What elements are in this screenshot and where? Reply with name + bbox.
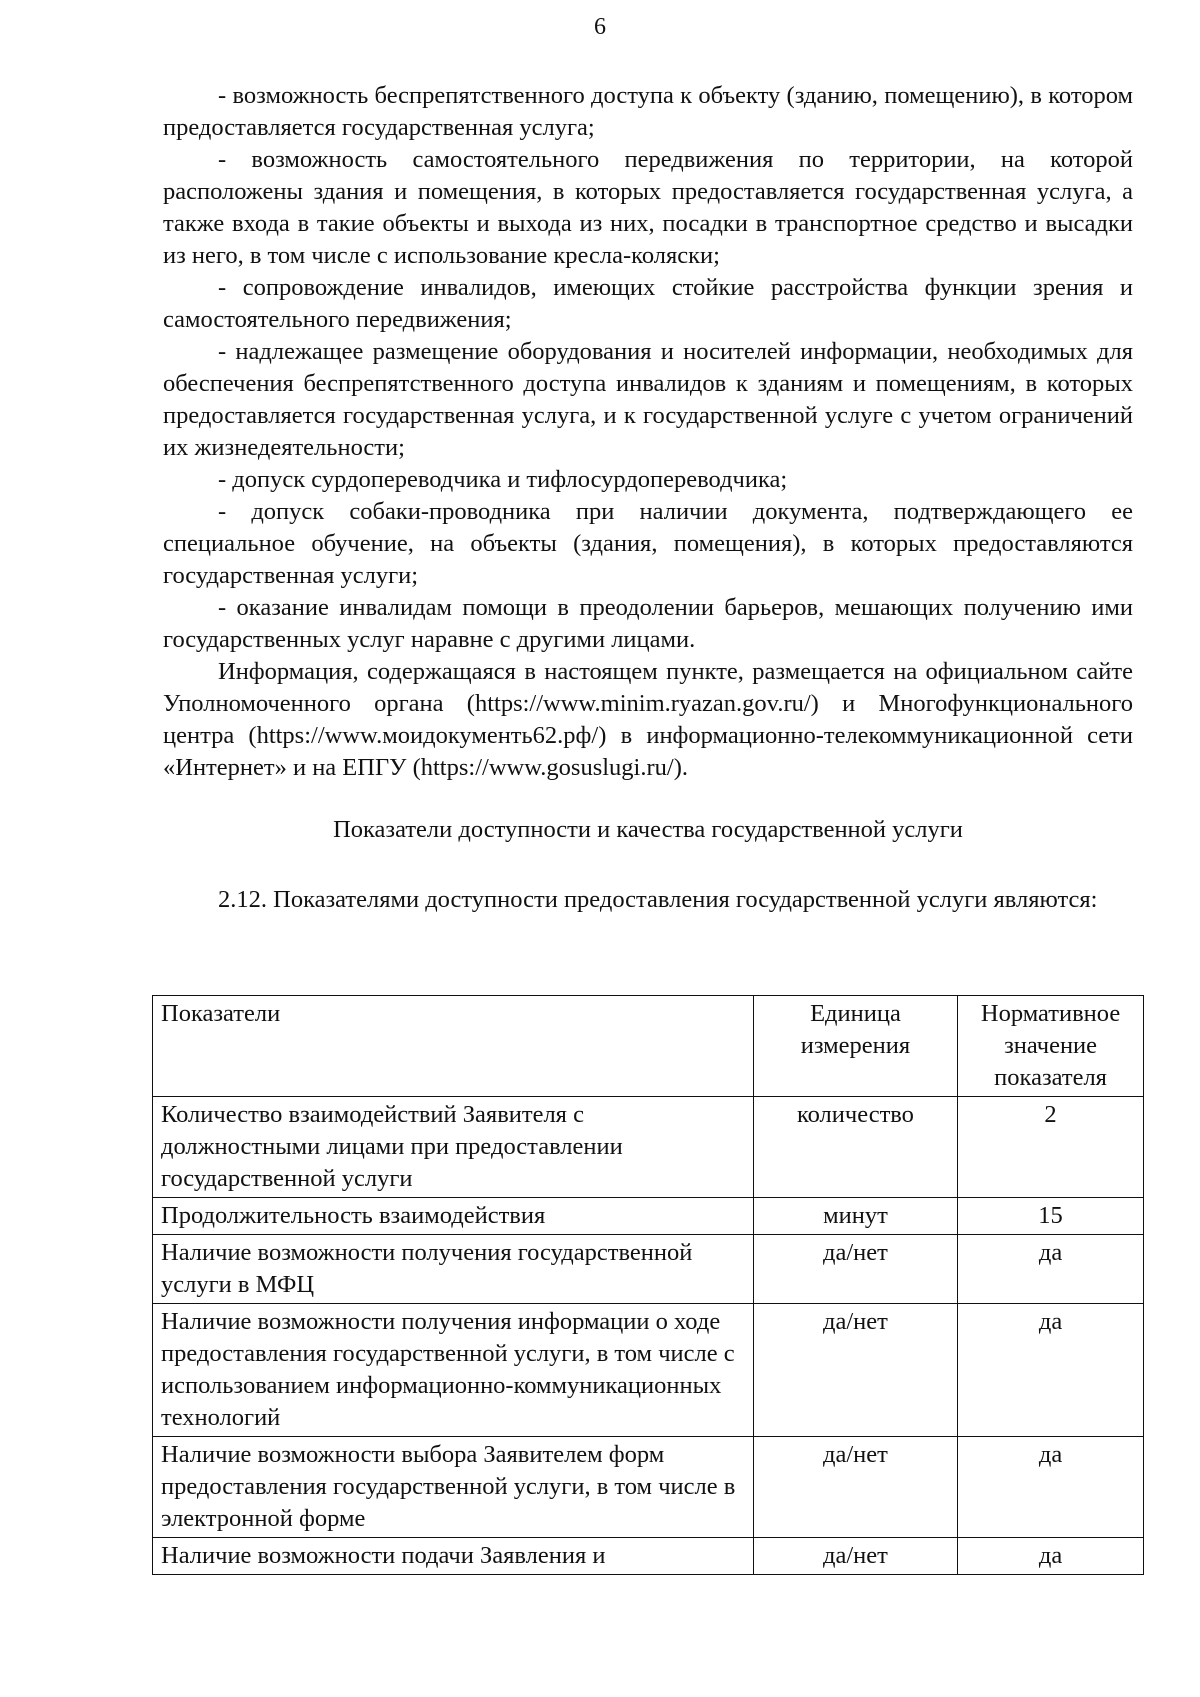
document-body — [163, 80, 1133, 916]
unit-cell: количество — [753, 1097, 957, 1198]
table-row — [153, 1538, 1144, 1575]
info-paragraph: Информация, содержащаяся в настоящем пункте, размещается на официальном сайте Уполномоченного органа (https://www.minim.ryazan.gov.ru/) и Многофункционального центра (https://www.моидокументь62.рф/) в информационно-телекоммуникационной сети «Интернет» и на ЕПГУ (https://www.gosuslugi.ru/). — [163, 658, 1133, 781]
paragraph: - допуск собаки-проводника при наличии документа, подтверждающего ее специальное обучение, на объекты (здания, помещения), в которых предоставляются государственная услуги; — [163, 498, 1133, 589]
unit-cell: да/нет — [753, 1235, 957, 1304]
section-title: Показатели доступности и качества государственной услуги — [333, 816, 963, 843]
unit-cell: минут — [753, 1198, 957, 1235]
indicator-cell: Продолжительность взаимодействия — [153, 1198, 754, 1235]
paragraph: - возможность самостоятельного передвижения по территории, на которой расположены здания и помещения, в которых предоставляется государственная услуга, а также входа в такие объекты и выхода из них, посадки в транспортное средство и высадки из него, в том числе с использование кресла-коляски; — [163, 146, 1133, 269]
table-row — [153, 1198, 1144, 1235]
value-cell: 15 — [958, 1198, 1144, 1235]
paragraph: - допуск сурдопереводчика и тифлосурдопереводчика; — [218, 466, 788, 493]
paragraph: - возможность беспрепятственного доступа к объекту (зданию, помещению), в котором предоставляется государственная услуга; — [163, 82, 1133, 141]
table-row — [153, 1437, 1144, 1538]
unit-cell: да/нет — [753, 1304, 957, 1437]
table-header-row — [153, 996, 1144, 1097]
paragraph: - надлежащее размещение оборудования и носителей информации, необходимых для обеспечения беспрепятственного доступа инвалидов к зданиям и помещениям, в которых предоставляется государственная услуга, и к государственной услуге с учетом ограничений их жизнедеятельности; — [163, 338, 1133, 461]
indicator-cell: Наличие возможности подачи Заявления и — [153, 1538, 754, 1575]
value-cell: да — [958, 1437, 1144, 1538]
value-cell: да — [958, 1304, 1144, 1437]
indicators-table-wrap — [152, 995, 1144, 1575]
header-indicators: Показатели — [153, 996, 754, 1097]
header-norm-value: Нормативное значение показателя — [958, 996, 1144, 1097]
value-cell: да — [958, 1538, 1144, 1575]
value-cell: да — [958, 1235, 1144, 1304]
indicator-cell: Наличие возможности получения информации о ходе предоставления государственной услуги, в том числе с использованием информационно-коммуникационных технологий — [153, 1304, 754, 1437]
paragraph: - сопровождение инвалидов, имеющих стойкие расстройства функции зрения и самостоятельного передвижения; — [163, 274, 1133, 333]
table-row — [153, 1304, 1144, 1437]
unit-cell: да/нет — [753, 1437, 957, 1538]
indicator-cell: Количество взаимодействий Заявителя с должностными лицами при предоставлении государственной услуги — [153, 1097, 754, 1198]
paragraph: - оказание инвалидам помощи в преодолении барьеров, мешающих получению ими государственных услуг наравне с другими лицами. — [163, 594, 1133, 653]
intro-paragraph: 2.12. Показателями доступности предоставления государственной услуги являются: — [218, 886, 1098, 913]
value-cell: 2 — [958, 1097, 1144, 1198]
indicators-table — [152, 995, 1144, 1575]
table-row — [153, 1235, 1144, 1304]
indicator-cell: Наличие возможности получения государственной услуги в МФЦ — [153, 1235, 754, 1304]
header-unit: Единица измерения — [753, 996, 957, 1097]
indicator-cell: Наличие возможности выбора Заявителем форм предоставления государственной услуги, в том числе в электронной форме — [153, 1437, 754, 1538]
table-row — [153, 1097, 1144, 1198]
unit-cell: да/нет — [753, 1538, 957, 1575]
page-number: 6 — [594, 14, 606, 40]
